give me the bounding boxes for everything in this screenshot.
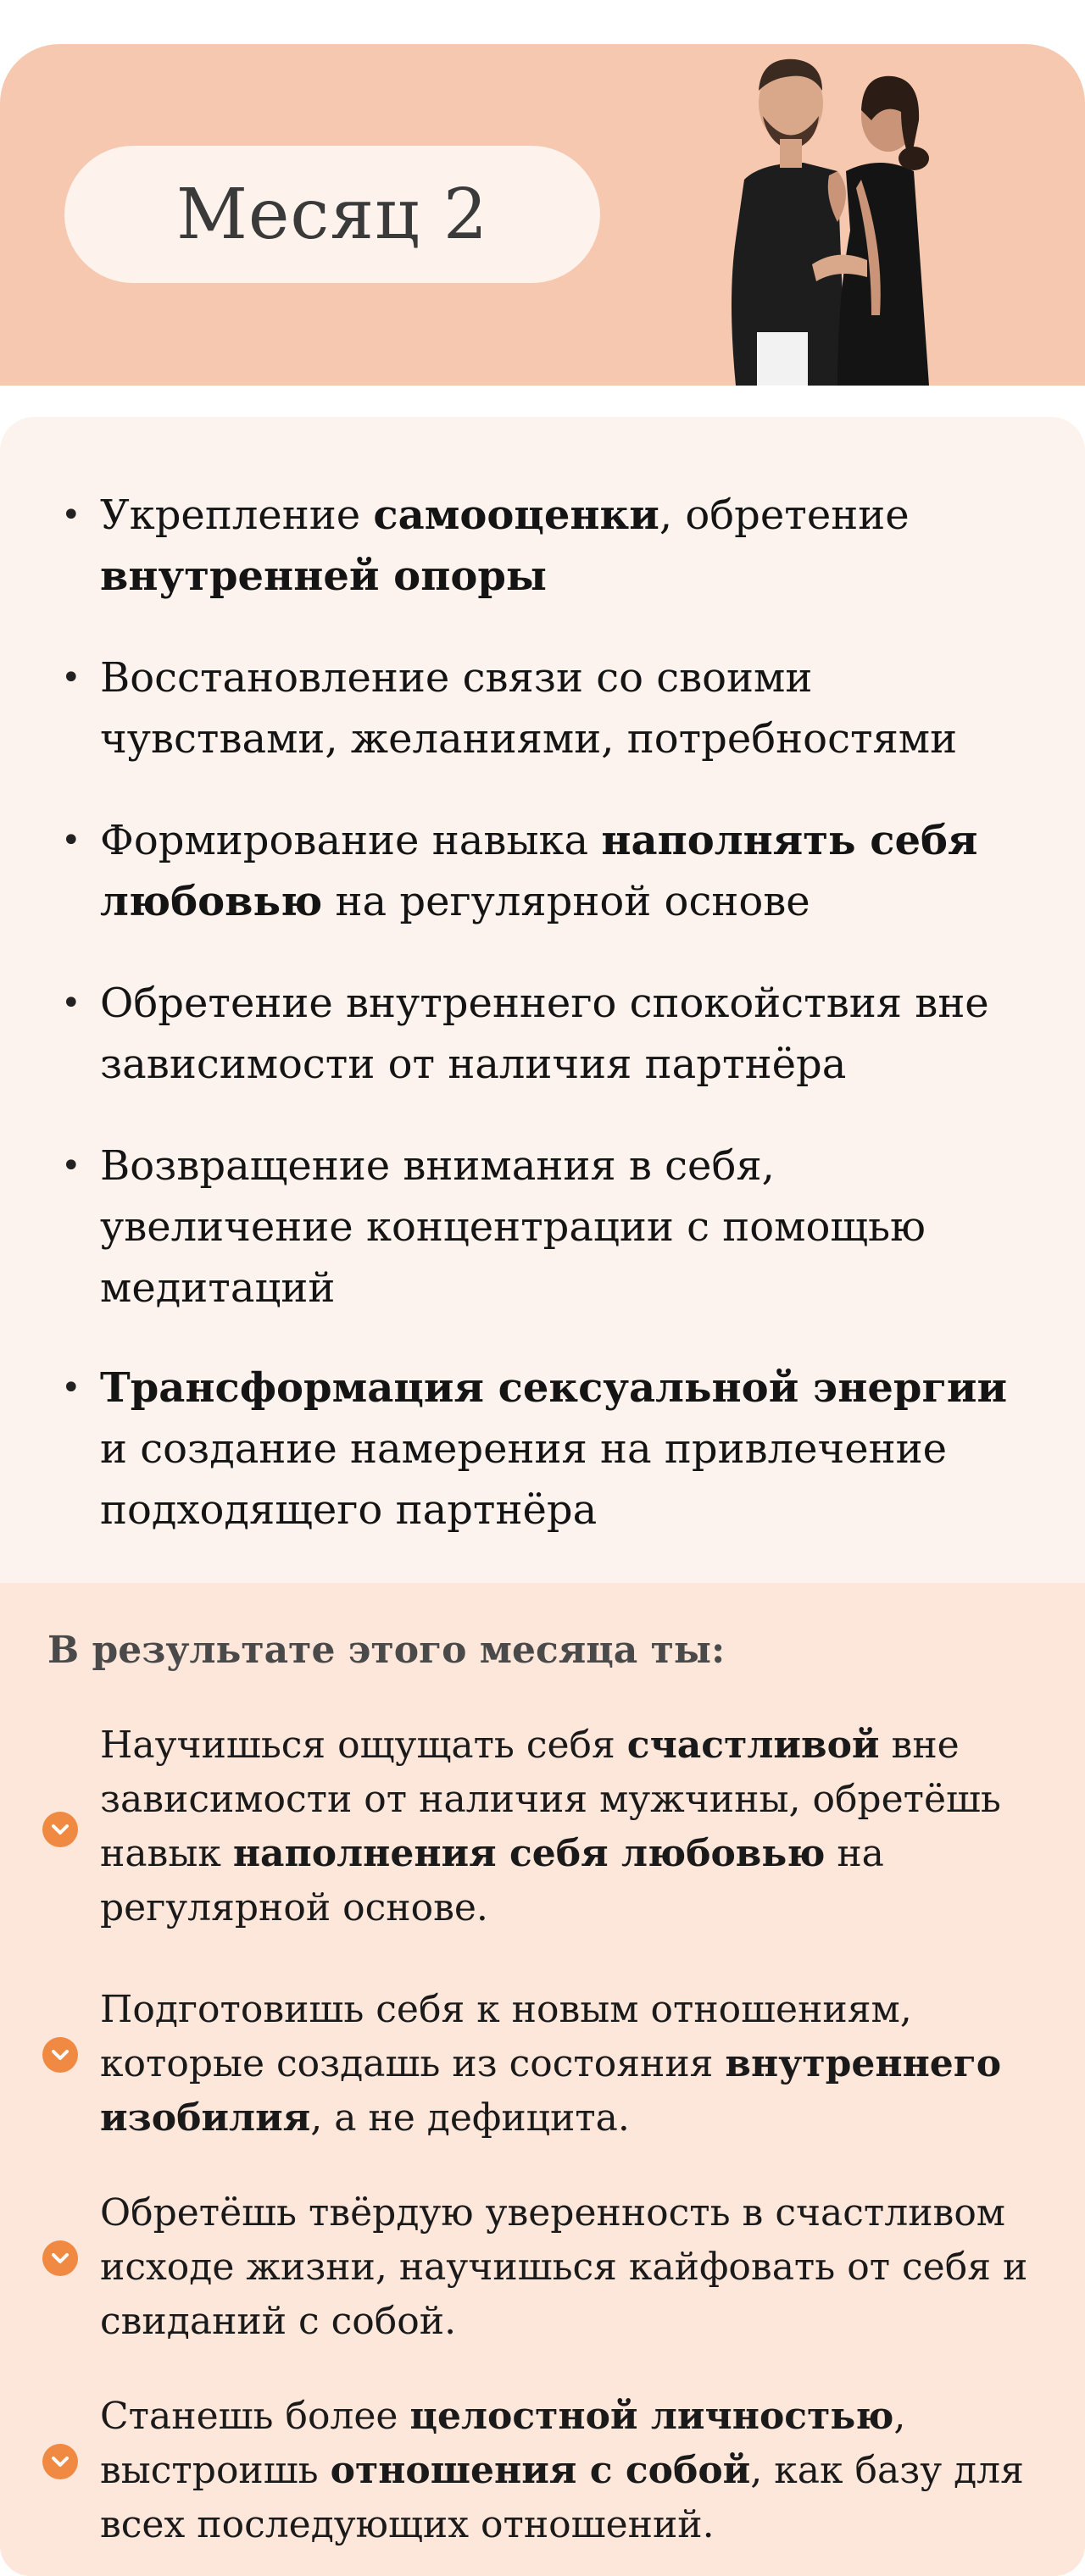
text-fragment: и создание намерения на привлечение подходящего партнёра <box>100 1425 948 1534</box>
benefit-item <box>61 647 1015 769</box>
result-text <box>100 2395 1024 2546</box>
benefit-text <box>100 491 910 600</box>
benefit-item <box>61 485 1015 607</box>
results-section <box>0 1583 1085 2576</box>
emphasis-text: отношения с собой <box>330 2449 751 2492</box>
results-heading: В результате этого месяца ты: <box>47 1629 726 1672</box>
emphasis-text: наполнения себя любовью <box>232 1832 826 1875</box>
benefit-item <box>61 1357 1015 1541</box>
emphasis-text: целостной личностью <box>409 2395 894 2438</box>
text-fragment: Укрепление <box>100 491 374 539</box>
benefits-card <box>0 417 1085 1583</box>
result-item <box>100 2186 1032 2349</box>
benefit-text <box>100 1142 926 1312</box>
bullet-icon: • <box>61 984 81 1023</box>
benefit-item <box>61 810 1015 932</box>
bullet-icon: • <box>61 658 81 697</box>
bullet-icon: • <box>61 1146 81 1185</box>
chevron-down-circle-icon <box>42 1812 78 1847</box>
benefit-text <box>100 654 957 763</box>
emphasis-text: наполнять себя любовью <box>100 817 978 925</box>
benefit-text <box>100 1364 1007 1534</box>
month-header <box>0 44 1085 386</box>
text-fragment: Обретение внутреннего спокойствия вне зависимости от наличия партнёра <box>100 980 989 1088</box>
text-fragment: Станешь более <box>100 2395 410 2438</box>
emphasis-text: внутреннего изобилия <box>100 2042 1002 2140</box>
text-fragment: , как базу для всех последующих отношений. <box>100 2449 1024 2546</box>
month-pill <box>64 146 600 283</box>
result-text <box>100 1988 1001 2140</box>
text-fragment: Возвращение внимания в себя, увеличение концентрации с помощью медитаций <box>100 1142 926 1312</box>
chevron-down-circle-icon <box>42 2444 78 2479</box>
result-item <box>100 2390 1032 2552</box>
result-text <box>100 2191 1027 2343</box>
bullet-icon: • <box>61 1368 81 1407</box>
benefit-text <box>100 817 978 925</box>
benefit-item <box>61 1135 1015 1319</box>
text-fragment: , а не дефицита. <box>310 2096 630 2140</box>
couple-photo <box>710 44 953 386</box>
text-fragment: Обретёшь твёрдую уверенность в счастливом исходе жизни, научишься кайфовать от себя и свиданий с собой. <box>100 2191 1028 2343</box>
text-fragment: вне зависимости от наличия мужчины, обретёшь навык <box>100 1724 1001 1875</box>
text-fragment: , выстроишь <box>100 2395 906 2492</box>
text-fragment: на регулярной основе <box>322 878 810 925</box>
text-fragment: , обретение <box>659 491 910 539</box>
chevron-down-circle-icon <box>42 2037 78 2073</box>
bullet-icon: • <box>61 821 81 860</box>
month-title: Месяц 2 <box>175 174 489 255</box>
result-text <box>100 1724 1001 1929</box>
emphasis-text: внутренней опоры <box>100 552 548 600</box>
emphasis-text: Трансформация сексуальной энергии <box>100 1364 1008 1412</box>
text-fragment: Формирование навыка <box>100 817 602 864</box>
benefit-text <box>100 980 989 1088</box>
text-fragment: Научишься ощущать себя <box>100 1724 627 1767</box>
emphasis-text: счастливой <box>626 1724 880 1767</box>
result-item <box>100 1718 1032 1935</box>
text-fragment: на регулярной основе. <box>100 1832 884 1929</box>
result-item <box>100 1983 1032 2146</box>
benefit-item <box>61 973 1015 1095</box>
bullet-icon: • <box>61 496 81 535</box>
emphasis-text: самооценки <box>373 491 659 539</box>
text-fragment: Восстановление связи со своими чувствами, желаниями, потребностями <box>100 654 958 763</box>
chevron-down-circle-icon <box>42 2240 78 2276</box>
text-fragment: Подготовишь себя к новым отношениям, которые создашь из состояния <box>100 1988 912 2085</box>
